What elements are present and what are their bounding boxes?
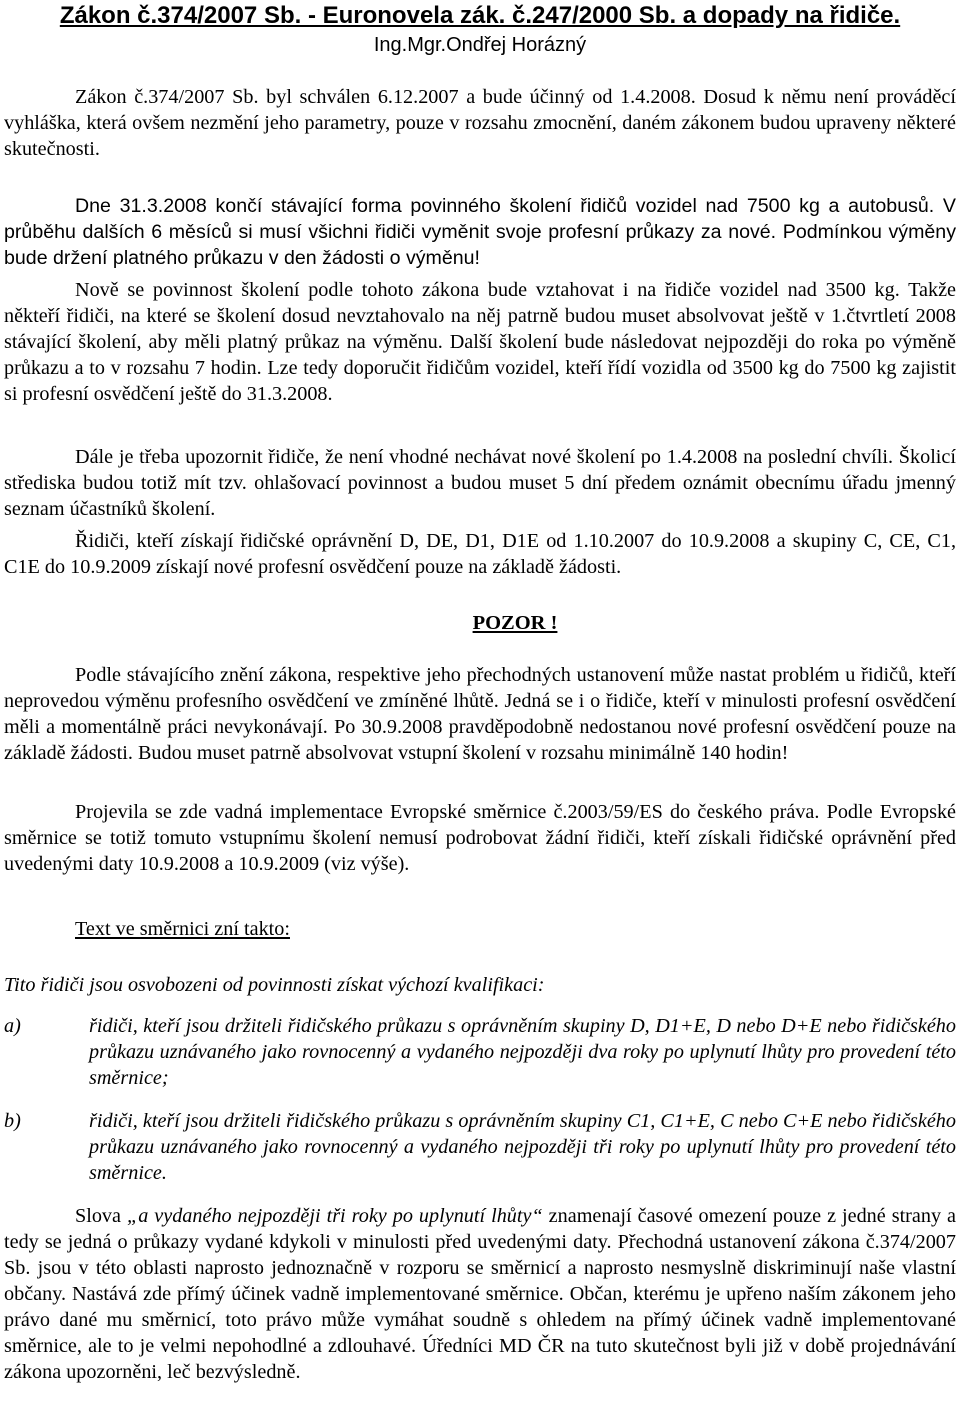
paragraph-training-end: Dne 31.3.2008 končí stávající forma povinného školení řidičů vozidel nad 7500 kg a autobusů. V průběhu dalších 6 měsíců si musí všichni řidiči vyměnit svoje profesní průkazy za nové. Podmínkou výměny bude držení platného průkazu v den žádosti o výměnu! — [4, 195, 956, 269]
document-title: Zákon č.374/2007 Sb. - Euronovela zák. č.247/2000 Sb. a dopady na řidiče. — [59, 2, 901, 29]
paragraph-implementation: Projevila se zde vadná implementace Evropské směrnice č.2003/59/ES do českého práva. Podle Evropské směrnice se totiž tomuto vstupnímu školení nemusí podrobovat žádní řidiči, kteří získali řidičské oprávnění před uvedenými daty 10.9.2008 a 10.9.2009 (viz výše). — [4, 801, 956, 875]
list-item-marker: b) — [4, 1110, 21, 1132]
list-item — [4, 1108, 956, 1186]
paragraph-problem: Podle stávajícího znění zákona, respektive jeho přechodných ustanovení může nastat problém u řidičů, kteří neprovedou výměnu profesního osvědčení ve zmíněné lhůtě. Jedná se i o řidiče, kteří v minulosti profesní osvědčení měli a momentálně práci nevykonávají. Po 30.9.2008 pravděpodobně nedostanou nové profesní osvědčení pouze na základě žádosti. Budou muset patrně absolvovat vstupní školení v rozsahu minimálně 140 hodin! — [4, 664, 956, 764]
list-item-marker: a) — [4, 1015, 21, 1037]
directive-heading-wrap — [75, 916, 290, 942]
paragraph-new-drivers: Řidiči, kteří získají řidičské oprávnění D, DE, D1, D1E od 1.10.2007 do 10.9.2008 a skupiny C, CE, C1, C1E do 10.9.2009 získají nové profesní osvědčení pouze na základě žádosti. — [4, 530, 956, 578]
conclusion-quote: „a vydaného nejpozději tři roky po uplynutí lhůty“ — [126, 1205, 543, 1227]
list-item-text: řidiči, kteří jsou držiteli řidičského průkazu s oprávněním skupiny D, D1+E, D nebo D+E nebo řidičského průkazu uznávaného jako rovnocenný a vydaného nejpozději dva roky po uplynutí lhůty pro provedení této směrnice; — [89, 1015, 956, 1089]
conclusion-rest: znamenají časové omezení pouze z jedné strany a tedy se jedná o průkazy vydané kdykoli v minulosti před uvedenými daty. Přechodná ustanovení zákona č.374/2007 Sb. jsou v této oblasti naprosto jednoznačně v rozporu se směrnicí a naprosto nesmyslně diskriminují naše vlastní občany. Nastává zde přímý účinek vadně implementované směrnice. Občan, kterému je upřeno naším zákonem jeho právo dané mu směrnicí, toto právo může vymáhat soudně s ohledem na přímý účinek vadně implementované směrnice, ale to je velmi nepohodlné a zdlouhavé. Úředníci MD ČR na tuto skutečnost byli již v době projednávání zákona upozorněni, leč bezvýsledně. — [4, 1205, 957, 1383]
directive-heading: Text ve směrnici zní takto: — [75, 918, 290, 940]
directive-intro: Tito řidiči jsou osvobozeni od povinnosti získat výchozí kvalifikaci: — [4, 974, 545, 996]
paragraph-notice: Dále je třeba upozornit řidiče, že není vhodné nechávat nové školení po 1.4.2008 na poslední chvíli. Školicí střediska budou totiž mít tzv. ohlašovací povinnost a budou muset 5 dní předem oznámit obecnímu úřadu jmenný seznam účastníků školení. — [4, 446, 956, 520]
paragraph-conclusion — [4, 1203, 956, 1385]
paragraph-intro: Zákon č.374/2007 Sb. byl schválen 6.12.2007 a bude účinný od 1.4.2008. Dosud k němu není prováděcí vyhláška, která ovšem nezmění jeho parametry, pouze v rozsahu zmocnění, daném zákonem budou upraveny některé skutečnosti. — [4, 86, 956, 160]
warning-heading: POZOR ! — [472, 612, 558, 634]
paragraph-new-obligation: Nově se povinnost školení podle tohoto zákona bude vztahovat i na řidiče vozidel nad 3500 kg. Takže někteří řidiči, na které se školení dosud nevztahovalo na něj patrně budou muset absolvovat ještě v 1.čtvrtletí 2008 stávající školení, aby měli platný průkaz na výměnu. Další školení bude následovat nejpozději do roka po výměně průkazu a to v rozsahu 7 hodin. Lze tedy doporučit řidičům vozidel, kteří řídí vozidla od 3500 kg do 7500 kg zajistit si profesní osvědčení ještě do 31.3.2008. — [4, 279, 956, 405]
list-item — [4, 1013, 956, 1091]
conclusion-lead: Slova — [75, 1205, 127, 1227]
author-name: Ing.Mgr.Ondřej Horázný — [373, 34, 587, 56]
list-item-text: řidiči, kteří jsou držiteli řidičského průkazu s oprávněním skupiny C1, C1+E, C nebo C+E nebo řidičského průkazu uznávaného jako rovnocenný a vydaného nejpozději tři roky po uplynutí lhůty pro provedení této směrnice. — [89, 1110, 956, 1184]
